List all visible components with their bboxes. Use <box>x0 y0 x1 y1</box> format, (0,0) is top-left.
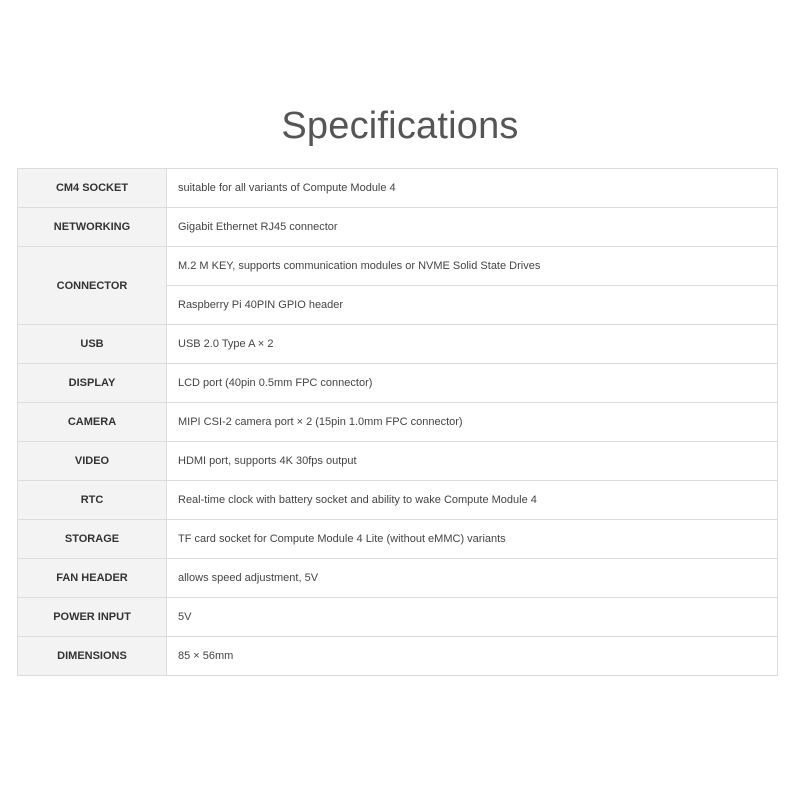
spec-key: DIMENSIONS <box>18 637 167 676</box>
spec-row-cm4-socket <box>18 169 778 208</box>
specifications-table-body <box>18 169 778 676</box>
spec-value: LCD port (40pin 0.5mm FPC connector) <box>167 364 778 403</box>
spec-key: RTC <box>18 481 167 520</box>
spec-row-usb <box>18 325 778 364</box>
spec-value: HDMI port, supports 4K 30fps output <box>167 442 778 481</box>
spec-value: 85 × 56mm <box>167 637 778 676</box>
spec-key: DISPLAY <box>18 364 167 403</box>
spec-row-networking <box>18 208 778 247</box>
spec-value: USB 2.0 Type A × 2 <box>167 325 778 364</box>
spec-value: Real-time clock with battery socket and ability to wake Compute Module 4 <box>167 481 778 520</box>
spec-row-power-input <box>18 598 778 637</box>
spec-key: NETWORKING <box>18 208 167 247</box>
spec-key: CONNECTOR <box>18 247 167 325</box>
spec-row-rtc <box>18 481 778 520</box>
spec-key: STORAGE <box>18 520 167 559</box>
spec-row-video <box>18 442 778 481</box>
spec-key: POWER INPUT <box>18 598 167 637</box>
spec-row-fan-header <box>18 559 778 598</box>
spec-value: allows speed adjustment, 5V <box>167 559 778 598</box>
page-title: Specifications <box>281 105 519 147</box>
spec-value: suitable for all variants of Compute Module 4 <box>167 169 778 208</box>
spec-value: 5V <box>167 598 778 637</box>
specifications-table <box>17 168 778 676</box>
spec-value: Gigabit Ethernet RJ45 connector <box>167 208 778 247</box>
spec-row-storage <box>18 520 778 559</box>
spec-key: VIDEO <box>18 442 167 481</box>
spec-row-display <box>18 364 778 403</box>
spec-value: TF card socket for Compute Module 4 Lite (without eMMC) variants <box>167 520 778 559</box>
spec-key: CAMERA <box>18 403 167 442</box>
spec-key: CM4 SOCKET <box>18 169 167 208</box>
spec-row-connector <box>18 247 778 286</box>
spec-value: Raspberry Pi 40PIN GPIO header <box>167 286 778 325</box>
spec-row-dimensions <box>18 637 778 676</box>
spec-key: FAN HEADER <box>18 559 167 598</box>
spec-value: MIPI CSI-2 camera port × 2 (15pin 1.0mm FPC connector) <box>167 403 778 442</box>
spec-key: USB <box>18 325 167 364</box>
spec-value: M.2 M KEY, supports communication modules or NVME Solid State Drives <box>167 247 778 286</box>
spec-row-camera <box>18 403 778 442</box>
